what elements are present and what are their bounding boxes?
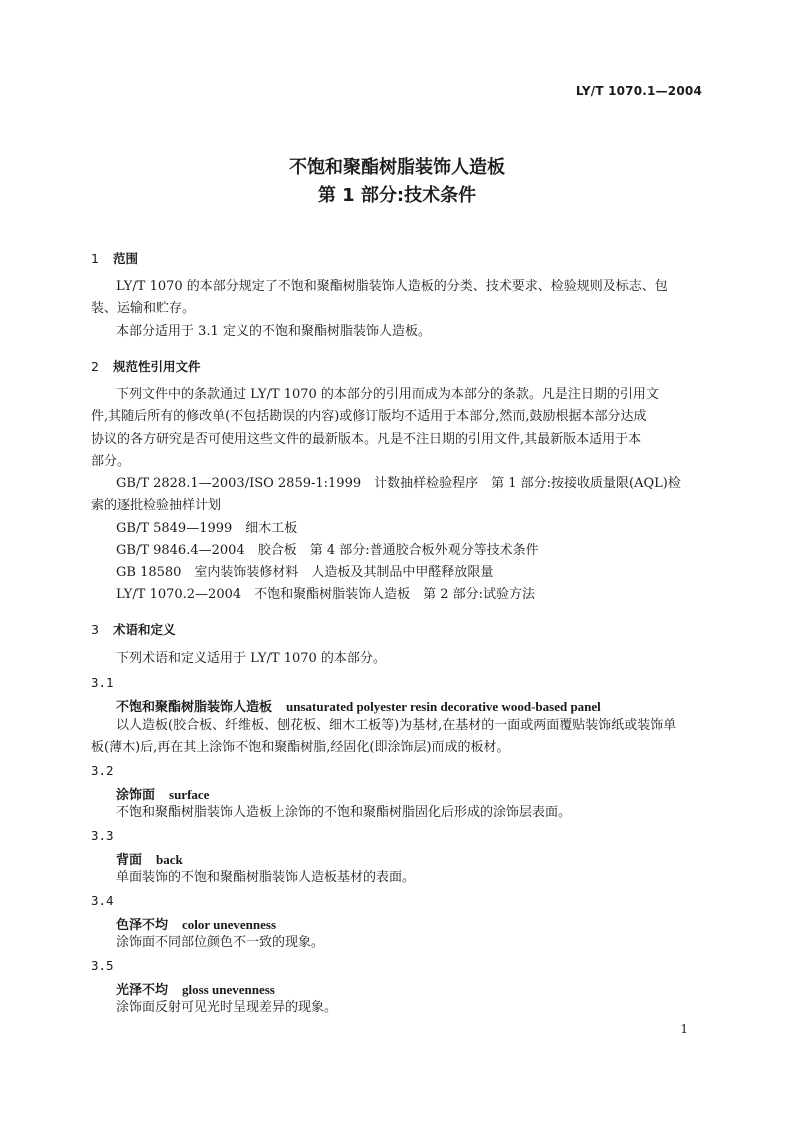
- term-definition: 板(薄木)后,再在其上涂饰不饱和聚酯树脂,经固化(即涂饰层)而成的板材。: [91, 740, 510, 755]
- paragraph: 件,其随后所有的修改单(不包括勘误的内容)或修订版均不适用于本部分,然而,鼓励根据本部分达成: [91, 409, 647, 424]
- section-title: 术语和定义: [113, 622, 176, 637]
- page-number: 1: [680, 1022, 688, 1036]
- paragraph: 下列文件中的条款通过 LY/T 1070 的本部分的引用而成为本部分的条款。凡是注日期的引用文: [116, 387, 659, 402]
- paragraph: 本部分适用于 3.1 定义的不饱和聚酯树脂装饰人造板。: [116, 324, 431, 339]
- term-definition: 以人造板(胶合板、纤维板、刨花板、细木工板等)为基材,在基材的一面或两面覆贴装饰纸或装饰单: [116, 718, 677, 733]
- term-definition: 涂饰面不同部位颜色不一致的现象。: [116, 935, 325, 950]
- term-en: back: [156, 852, 183, 867]
- term-definition: 不饱和聚酯树脂装饰人造板上涂饰的不饱和聚酯树脂固化后形成的涂饰层表面。: [116, 805, 572, 820]
- term-en: surface: [169, 787, 210, 802]
- standard-code: LY/T 1070.1—2004: [575, 84, 702, 98]
- reference-item: 索的逐批检验抽样计划: [91, 498, 222, 513]
- document-subtitle: 第 1 部分:技术条件: [317, 185, 477, 206]
- term-en: unsaturated polyester resin decorative wood-based panel: [286, 699, 601, 714]
- term-number: 3.4: [91, 893, 114, 908]
- term-number: 3.3: [91, 828, 114, 843]
- section-number: 1: [91, 251, 99, 266]
- term-definition: 单面装饰的不饱和聚酯树脂装饰人造板基材的表面。: [116, 870, 416, 885]
- term-number: 3.5: [91, 958, 114, 973]
- section-title: 规范性引用文件: [113, 359, 201, 374]
- paragraph: 部分。: [91, 454, 131, 469]
- reference-item: GB 18580 室内装饰装修材料 人造板及其制品中甲醛释放限量: [116, 565, 494, 580]
- paragraph: 协议的各方研究是否可使用这些文件的最新版本。凡是不注日期的引用文件,其最新版本适用于本: [91, 432, 642, 447]
- reference-item: LY/T 1070.2—2004 不饱和聚酯树脂装饰人造板 第 2 部分:试验方法: [116, 587, 536, 602]
- term-entry: [116, 696, 601, 715]
- term-number: 3.2: [91, 763, 114, 778]
- section-number: 3: [91, 622, 99, 637]
- term-entry: [116, 784, 209, 803]
- section-heading-scope: [91, 249, 138, 267]
- term-en: gloss unevenness: [182, 982, 275, 997]
- section-heading-terms: [91, 620, 176, 638]
- section-title: 范围: [113, 251, 139, 266]
- term-definition: 涂饰面反射可见光时呈现差异的现象。: [116, 1000, 338, 1015]
- paragraph: 装、运输和贮存。: [91, 301, 196, 316]
- section-heading-normative-references: [91, 357, 201, 375]
- paragraph: 下列术语和定义适用于 LY/T 1070 的本部分。: [116, 651, 386, 666]
- term-zh: 背面: [116, 853, 143, 868]
- section-number: 2: [91, 359, 99, 374]
- term-zh: 光泽不均: [116, 983, 169, 998]
- term-entry: [116, 914, 276, 933]
- term-zh: 色泽不均: [116, 918, 169, 933]
- term-entry: [116, 979, 275, 998]
- term-zh: 不饱和聚酯树脂装饰人造板: [116, 700, 273, 715]
- reference-item: GB/T 5849—1999 细木工板: [116, 521, 298, 536]
- term-entry: [116, 849, 183, 868]
- reference-item: GB/T 9846.4—2004 胶合板 第 4 部分:普通胶合板外观分等技术条件: [116, 543, 539, 558]
- reference-item: GB/T 2828.1—2003/ISO 2859-1:1999 计数抽样检验程序 第 1 部分:按接收质量限(AQL)检: [116, 476, 681, 491]
- paragraph: LY/T 1070 的本部分规定了不饱和聚酯树脂装饰人造板的分类、技术要求、检验规则及标志、包: [116, 279, 668, 294]
- document-title: 不饱和聚酯树脂装饰人造板: [289, 157, 505, 178]
- term-zh: 涂饰面: [116, 788, 156, 803]
- term-number: 3.1: [91, 675, 114, 690]
- term-en: color unevenness: [182, 917, 277, 932]
